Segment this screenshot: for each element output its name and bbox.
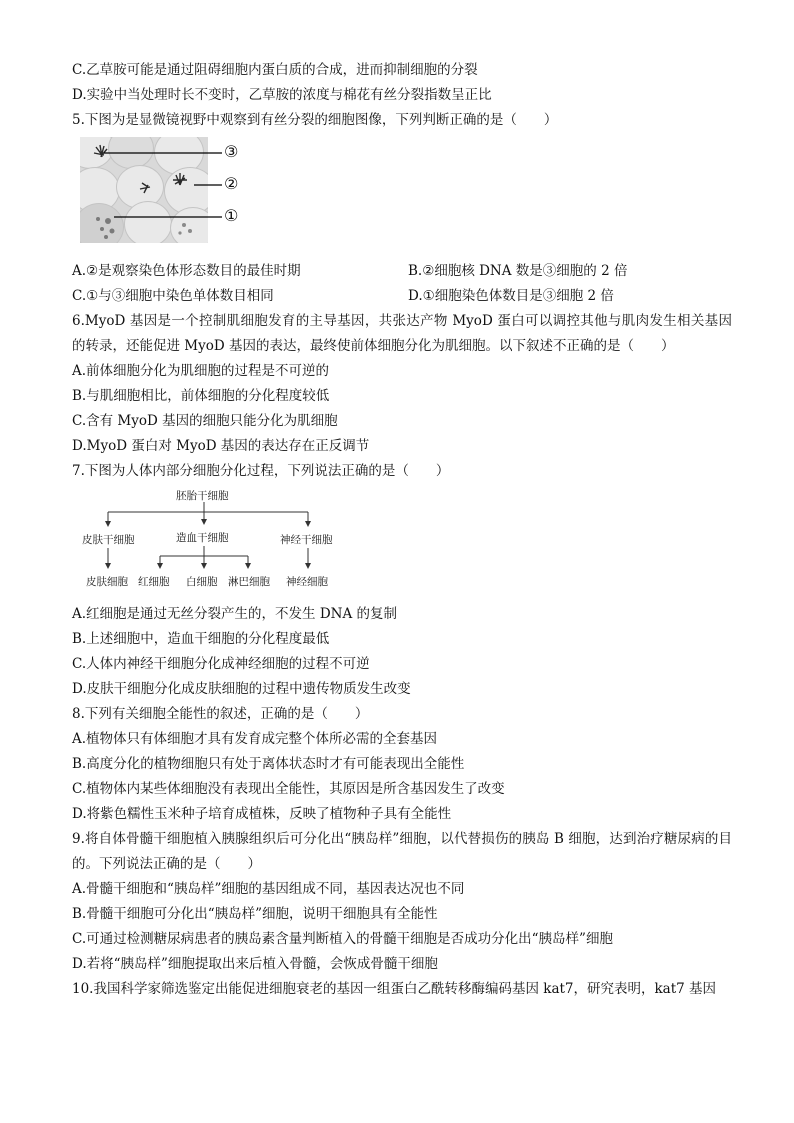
- q9-option-a: A.骨髓干细胞和“胰岛样”细胞的基因组成不同，基因表达况也不同: [72, 881, 465, 897]
- q9-option-c: C.可通过检测糖尿病患者的胰岛素含量判断植入的骨髓干细胞是否成功分化出“胰岛样”细胞: [72, 931, 613, 947]
- node-white-blood-cell: 白细胞: [186, 576, 218, 588]
- q6-option-b: B.与肌细胞相比，前体细胞的分化程度较低: [72, 388, 330, 404]
- label-2: ②: [224, 174, 239, 193]
- q5-options-row1: [72, 259, 732, 284]
- node-neural-stem-cell: 神经干细胞: [280, 534, 333, 546]
- q8-option-c: C.植物体内某些体细胞没有表现出全能性，其原因是所含基因发生了改变: [72, 781, 505, 797]
- q10-stem: 10.我国科学家筛选鉴定出能促进细胞衰老的基因一组蛋白乙酰转移酶编码基因 kat7，研究表明，kat7 基因: [72, 981, 717, 997]
- q9-option-b: B.骨髓干细胞可分化出“胰岛样”细胞，说明干细胞具有全能性: [72, 906, 438, 922]
- node-skin-stem-cell: 皮肤干细胞: [82, 534, 135, 546]
- node-skin-cell: 皮肤细胞: [86, 576, 128, 588]
- q7-stem: 7.下图为人体内部分细胞分化过程，下列说法正确的是（ ）: [72, 463, 450, 479]
- differentiation-diagram: [82, 488, 342, 600]
- label-3: ③: [224, 142, 239, 161]
- q6-option-d: D.MyoD 蛋白对 MyoD 基因的表达存在正反调节: [72, 438, 370, 454]
- q7-option-c: C.人体内神经干细胞分化成神经细胞的过程不可逆: [72, 656, 370, 672]
- q9-stem: 9.将自体骨髓干细胞植入胰腺组织后可分化出“胰岛样”细胞，以代替损伤的胰岛 B 细胞，达到治疗糖尿病的目的。下列说法正确的是（ ）: [72, 831, 732, 872]
- q5-stem: 5.下图为是显微镜视野中观察到有丝分裂的细胞图像，下列判断正确的是（ ）: [72, 112, 558, 128]
- q9-option-d: D.若将“胰岛样”细胞提取出来后植入骨髓，会恢成骨髓干细胞: [72, 956, 438, 972]
- q5-option-b: B.②细胞核 DNA 数是③细胞的 2 倍: [408, 263, 628, 279]
- q6-option-c: C.含有 MyoD 基因的细胞只能分化为肌细胞: [72, 413, 338, 429]
- q8-option-b: B.高度分化的植物细胞只有处于离体状态时才有可能表现出全能性: [72, 756, 465, 772]
- node-nerve-cell: 神经细胞: [286, 576, 328, 588]
- exam-page: [72, 58, 732, 1002]
- q6-option-a: A.前体细胞分化为肌细胞的过程是不可逆的: [72, 363, 330, 379]
- q6-stem: 6.MyoD 基因是一个控制肌细胞发育的主导基因，共张达产物 MyoD 蛋白可以调控其他与肌肉发生相关基因的转录，还能促进 MyoD 基因的表达，最终使前体细胞分化为肌细胞。以下叙述不正确的是（ ）: [72, 313, 732, 354]
- q8-option-a: A.植物体只有体细胞才具有发育成完整个体所必需的全套基因: [72, 731, 438, 747]
- node-red-blood-cell: 红细胞: [138, 576, 170, 588]
- node-lymphocyte: 淋巴细胞: [228, 576, 270, 588]
- q8-stem: 8.下列有关细胞全能性的叙述，正确的是（ ）: [72, 706, 369, 722]
- q5-option-a: A.②是观察染色体形态数目的最佳时期: [72, 263, 301, 279]
- node-hematopoietic-stem-cell: 造血干细胞: [176, 532, 229, 544]
- label-1: ①: [224, 206, 239, 225]
- q5-option-c: C.①与③细胞中染色单体数目相同: [72, 288, 274, 304]
- microscope-figure: [80, 137, 320, 255]
- q5-options-row2: [72, 284, 732, 309]
- figure1-leader-lines: [80, 137, 320, 255]
- q4-option-c: C.乙草胺可能是通过阻碍细胞内蛋白质的合成，进而抑制细胞的分裂: [72, 62, 478, 78]
- q4-option-d: D.实验中当处理时长不变时，乙草胺的浓度与棉花有丝分裂指数呈正比: [72, 87, 492, 103]
- q8-option-d: D.将紫色糯性玉米种子培育成植株，反映了植物种子具有全能性: [72, 806, 452, 822]
- q7-option-d: D.皮肤干细胞分化成皮肤细胞的过程中遗传物质发生改变: [72, 681, 411, 697]
- q7-option-b: B.上述细胞中，造血干细胞的分化程度最低: [72, 631, 330, 647]
- q5-option-d: D.①细胞染色体数目是③细胞 2 倍: [408, 288, 614, 304]
- q7-option-a: A.红细胞是通过无丝分裂产生的，不发生 DNA 的复制: [72, 606, 398, 622]
- node-embryonic-stem-cell: 胚胎干细胞: [176, 490, 229, 502]
